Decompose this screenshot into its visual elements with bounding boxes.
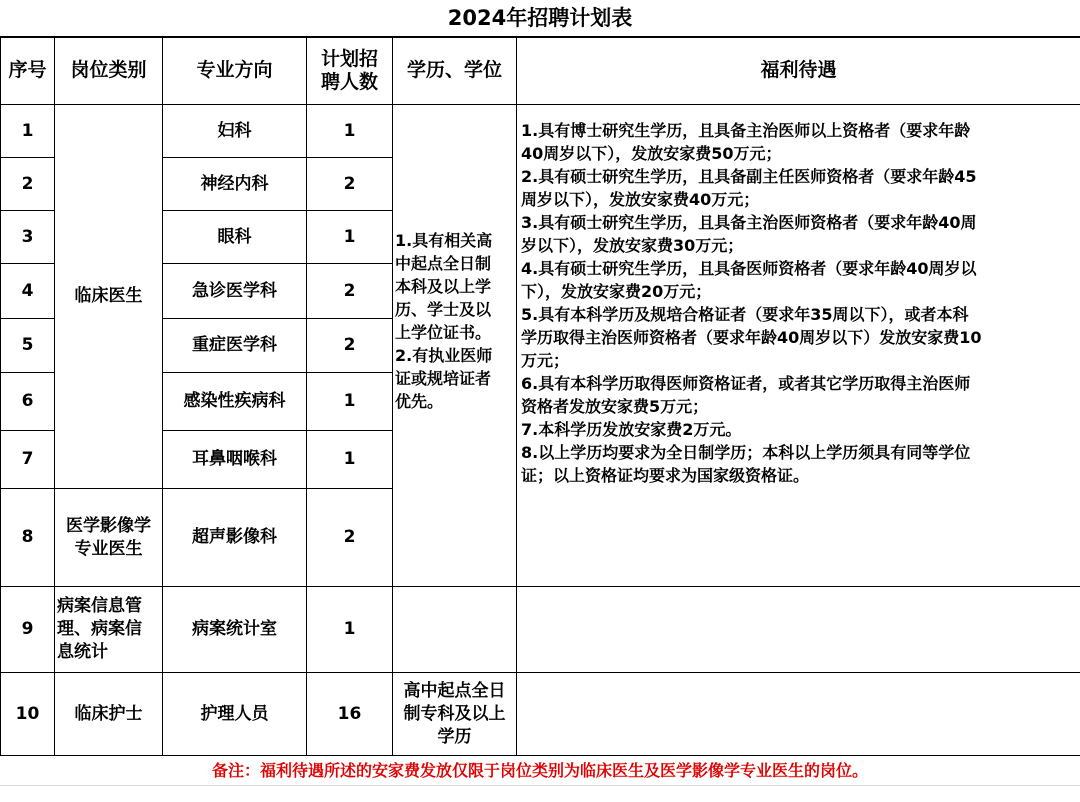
benefit-line: 7.本科学历发放安家费2万元。	[521, 418, 1078, 441]
benefit-line: 5.具有本科学历及规培合格证者（要求年35周以下），或者本科	[521, 303, 1078, 326]
header-no: 序号	[1, 37, 55, 105]
category-records-line2: 理、病案信	[57, 619, 142, 639]
education-line: 2.有执业医师	[395, 344, 514, 367]
benefit-line: 6.具有本科学历取得医师资格证者，或者其它学历取得主治医师	[521, 372, 1078, 395]
row-no: 8	[1, 489, 55, 587]
education-line: 上学位证书。	[395, 321, 514, 344]
row-count: 2	[307, 319, 393, 373]
category-imaging-line1: 医学影像学	[66, 516, 151, 536]
row-no: 6	[1, 373, 55, 431]
category-records-line1: 病案信息管	[57, 596, 142, 616]
row-count: 1	[307, 211, 393, 264]
benefit-line: 8.以上学历均要求为全日制学历；本科以上学历须具有同等学位	[521, 441, 1078, 464]
benefit-line: 资格者发放安家费5万元；	[521, 395, 1078, 418]
sheet-title: 2024年招聘计划表	[0, 0, 1080, 38]
category-records-line3: 息统计	[57, 642, 108, 662]
row-specialty: 超声影像科	[163, 489, 307, 587]
row-specialty: 重症医学科	[163, 319, 307, 373]
benefits-description	[517, 105, 1080, 587]
row-specialty: 护理人员	[163, 673, 307, 756]
table-row	[1, 587, 1080, 673]
header-education: 学历、学位	[393, 37, 517, 105]
row-count: 1	[307, 105, 393, 158]
category-clinical: 临床医生	[55, 105, 163, 489]
education-empty-cell	[393, 587, 517, 673]
education-line: 历、学士及以	[395, 298, 514, 321]
row-no: 3	[1, 211, 55, 264]
recruitment-plan-table	[0, 36, 1080, 756]
benefit-line: 3.具有硕士研究生学历，且具备主治医师资格者（要求年龄40周	[521, 211, 1078, 234]
category-imaging-line2: 专业医生	[75, 539, 143, 559]
education-nursing-line1: 高中起点全日	[404, 681, 506, 701]
category-nursing: 临床护士	[55, 673, 163, 756]
footnote: 备注：福利待遇所述的安家费发放仅限于岗位类别为临床医生及医学影像学专业医生的岗位。	[0, 757, 1080, 785]
row-count: 2	[307, 264, 393, 319]
row-no: 7	[1, 431, 55, 489]
row-no: 2	[1, 158, 55, 211]
header-count	[307, 37, 393, 105]
table-row	[1, 673, 1080, 756]
row-specialty: 神经内科	[163, 158, 307, 211]
benefits-empty-cell	[517, 587, 1080, 673]
row-specialty: 耳鼻咽喉科	[163, 431, 307, 489]
category-imaging	[55, 489, 163, 587]
education-nursing-line2: 制专科及以上	[404, 704, 506, 724]
row-count: 1	[307, 431, 393, 489]
row-specialty: 眼科	[163, 211, 307, 264]
benefit-line: 证；以上资格证均要求为国家级资格证。	[521, 464, 1078, 487]
education-line: 证或规培证者	[395, 367, 514, 390]
benefit-line: 万元；	[521, 349, 1078, 372]
row-no: 4	[1, 264, 55, 319]
table-row	[1, 105, 1080, 158]
row-count: 1	[307, 373, 393, 431]
header-count-line1: 计划招	[321, 48, 378, 70]
row-count: 2	[307, 489, 393, 587]
row-specialty: 感染性疾病科	[163, 373, 307, 431]
row-count: 16	[307, 673, 393, 756]
benefit-line: 2.具有硕士研究生学历，且具备副主任医师资格者（要求年龄45	[521, 165, 1078, 188]
education-line: 本科及以上学	[395, 275, 514, 298]
row-specialty: 急诊医学科	[163, 264, 307, 319]
benefit-line: 周岁以下），发放安家费40万元；	[521, 188, 1078, 211]
benefit-line: 学历取得主治医师资格者（要求年龄40周岁以下）发放安家费10	[521, 326, 1078, 349]
category-records	[55, 587, 163, 673]
education-line: 优先。	[395, 390, 514, 413]
header-category: 岗位类别	[55, 37, 163, 105]
education-line: 1.具有相关高	[395, 229, 514, 252]
education-nursing-line3: 学历	[438, 727, 472, 747]
row-no: 1	[1, 105, 55, 158]
row-no: 10	[1, 673, 55, 756]
benefit-line: 40周岁以下），发放安家费50万元；	[521, 142, 1078, 165]
row-no: 5	[1, 319, 55, 373]
row-count: 2	[307, 158, 393, 211]
benefit-line: 4.具有硕士研究生学历，且具备医师资格者（要求年龄40周岁以	[521, 257, 1078, 280]
row-specialty: 妇科	[163, 105, 307, 158]
education-requirements	[393, 105, 517, 587]
education-line: 中起点全日制	[395, 252, 514, 275]
row-no: 9	[1, 587, 55, 673]
row-specialty: 病案统计室	[163, 587, 307, 673]
header-count-line2: 聘人数	[321, 71, 378, 93]
education-nursing	[393, 673, 517, 756]
spreadsheet-gridlines	[0, 785, 1080, 802]
benefit-line: 下），发放安家费20万元；	[521, 280, 1078, 303]
row-count: 1	[307, 587, 393, 673]
benefit-line: 1.具有博士研究生学历，且具备主治医师以上资格者（要求年龄	[521, 119, 1078, 142]
header-benefits: 福利待遇	[517, 37, 1080, 105]
benefits-nursing-empty-cell	[517, 673, 1080, 756]
benefit-line: 岁以下），发放安家费30万元；	[521, 234, 1078, 257]
table-header-row	[1, 37, 1080, 105]
header-specialty: 专业方向	[163, 37, 307, 105]
